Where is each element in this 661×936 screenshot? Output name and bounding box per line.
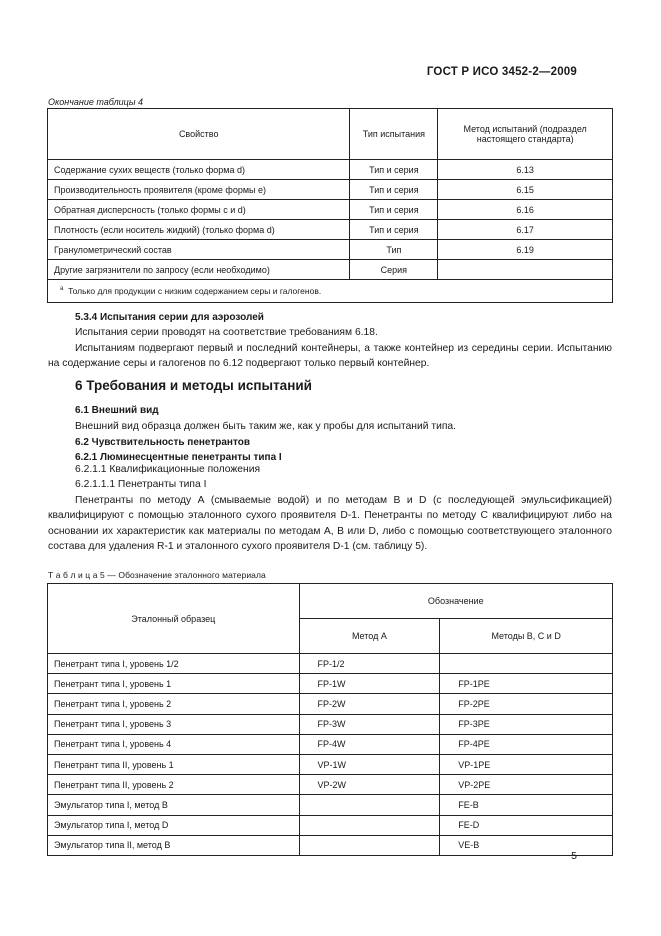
table-cell: FP-4PE [440, 734, 613, 754]
table5-caption: Т а б л и ц а 5 — Обозначение эталонного материала [48, 570, 266, 580]
table-5 [47, 583, 613, 856]
table-cell [299, 835, 440, 855]
table-cell: VP-2PE [440, 775, 613, 795]
table-cell: VE-B [440, 835, 613, 855]
document-id: ГОСТ Р ИСО 3452-2—2009 [426, 66, 577, 78]
table-cell: Тип и серия [350, 180, 438, 200]
table5-header-designation: Обозначение [299, 584, 612, 619]
table4-caption: Окончание таблицы 4 [48, 97, 143, 107]
table-row [48, 160, 613, 180]
table-cell: Пенетрант типа I, уровень 1/2 [48, 654, 300, 674]
section-5-3-4-heading: 5.3.4 Испытания серии для аэрозолей [75, 312, 264, 323]
table-cell: FE-B [440, 795, 613, 815]
table-cell: Плотность (если носитель жидкий) (только форма d) [48, 220, 350, 240]
table4-header-row [48, 109, 613, 160]
table-cell: VP-2W [299, 775, 440, 795]
table4-header-property: Свойство [48, 109, 350, 160]
table-cell: 6.13 [438, 160, 613, 180]
section-5-3-4-paragraph-1: Испытания серии проводят на соответствие требованиям 6.18. [75, 327, 378, 338]
table-cell: Серия [350, 260, 438, 280]
table-cell: Пенетрант типа I, уровень 3 [48, 714, 300, 734]
footnote-text: Только для продукции с низким содержанием серы и галогенов. [68, 286, 322, 296]
table5-header-method-bcd: Методы В, С и D [440, 619, 613, 654]
footnote-mark: a [60, 286, 64, 293]
section-6-2-1-1-1: 6.2.1.1.1 Пенетранты типа I [75, 479, 207, 490]
section-6-1-text: Внешний вид образца должен быть таким же, как у пробы для испытаний типа. [75, 421, 456, 432]
section-6-1-heading: 6.1 Внешний вид [75, 405, 159, 416]
table-cell: 6.17 [438, 220, 613, 240]
section-6-2-1-1: 6.2.1.1 Квалификационные положения [75, 464, 261, 475]
table-row [48, 694, 613, 714]
table4-footnote [48, 280, 613, 303]
table-cell: Другие загрязнители по запросу (если необходимо) [48, 260, 350, 280]
table-row [48, 775, 613, 795]
table-cell: 6.16 [438, 200, 613, 220]
table-row [48, 240, 613, 260]
table4-header-test-type: Тип испытания [350, 109, 438, 160]
section-5-3-4-paragraph-2: Испытаниям подвергают первый и последний контейнеры, а также контейнер из середины серии. Испытанию на содержание серы и галогенов по 6.12 подвергают только первый контейнер. [48, 342, 612, 369]
table-cell: Производительность проявителя (кроме формы e) [48, 180, 350, 200]
table-row [48, 180, 613, 200]
table-cell: Пенетрант типа II, уровень 1 [48, 754, 300, 774]
table-cell [438, 260, 613, 280]
table-cell [299, 815, 440, 835]
table-cell: Пенетрант типа I, уровень 1 [48, 674, 300, 694]
table-4 [47, 108, 613, 303]
table-cell: FE-D [440, 815, 613, 835]
section-6-2-heading: 6.2 Чувствительность пенетрантов [75, 436, 250, 448]
table-cell: VP-1W [299, 754, 440, 774]
table-row [48, 754, 613, 774]
table-cell: FP-2W [299, 694, 440, 714]
table4-header-method: Метод испытаний (подраздел настоящего стандарта) [438, 109, 613, 160]
table-cell: FP-1/2 [299, 654, 440, 674]
table-row [48, 654, 613, 674]
table5-header-method-a: Метод А [299, 619, 440, 654]
table-row [48, 200, 613, 220]
table-cell: Тип и серия [350, 160, 438, 180]
table-cell: FP-3PE [440, 714, 613, 734]
table-row [48, 815, 613, 835]
table-row [48, 795, 613, 815]
table-cell: Тип [350, 240, 438, 260]
table-row [48, 714, 613, 734]
page-number: 5 [571, 850, 577, 862]
table-cell: Содержание сухих веществ (только форма d) [48, 160, 350, 180]
table-cell: Пенетрант типа I, уровень 2 [48, 694, 300, 714]
table-cell: Эмульгатор типа I, метод D [48, 815, 300, 835]
table-cell [299, 795, 440, 815]
table-cell: FP-3W [299, 714, 440, 734]
section-6-2-1-1-1-paragraph: Пенетранты по методу А (смываемые водой) и по методам В и D (с последующей эмульсификацией) квалифицируют с помощью эталонного сухого проявителя D-1. Пенетранты по методу С квалифицируют либо на основании их характеристик как материалы по методам А, В или D, либо с помощью соответствующего эталонного состава для удаления R-1 и эталонного сухого проявителя D-1 (см. таблицу 5). [48, 494, 612, 552]
table-cell: FP-1PE [440, 674, 613, 694]
table5-header-sample: Эталонный образец [48, 584, 300, 654]
table-cell: Пенетрант типа II, уровень 2 [48, 775, 300, 795]
table5-header-row-1 [48, 584, 613, 619]
table-row [48, 835, 613, 855]
table-cell: Эмульгатор типа II, метод В [48, 835, 300, 855]
table-cell: Тип и серия [350, 220, 438, 240]
section-6-2-1-heading: 6.2.1 Люминесцентные пенетранты типа I [75, 452, 282, 463]
table-cell [440, 654, 613, 674]
table-row [48, 674, 613, 694]
table-cell: FP-1W [299, 674, 440, 694]
table-cell: Гранулометрический состав [48, 240, 350, 260]
table-cell: VP-1PE [440, 754, 613, 774]
table-cell: FP-2PE [440, 694, 613, 714]
section-6-heading: 6 Требования и методы испытаний [75, 378, 312, 393]
table-cell: Эмульгатор типа I, метод В [48, 795, 300, 815]
table-row [48, 734, 613, 754]
table-cell: Обратная дисперсность (только формы c и d) [48, 200, 350, 220]
table4-footnote-row [48, 280, 613, 303]
table-cell: 6.15 [438, 180, 613, 200]
table-row [48, 220, 613, 240]
table-cell: 6.19 [438, 240, 613, 260]
table-cell: Тип и серия [350, 200, 438, 220]
table-cell: Пенетрант типа I, уровень 4 [48, 734, 300, 754]
table-cell: FP-4W [299, 734, 440, 754]
table-row [48, 260, 613, 280]
